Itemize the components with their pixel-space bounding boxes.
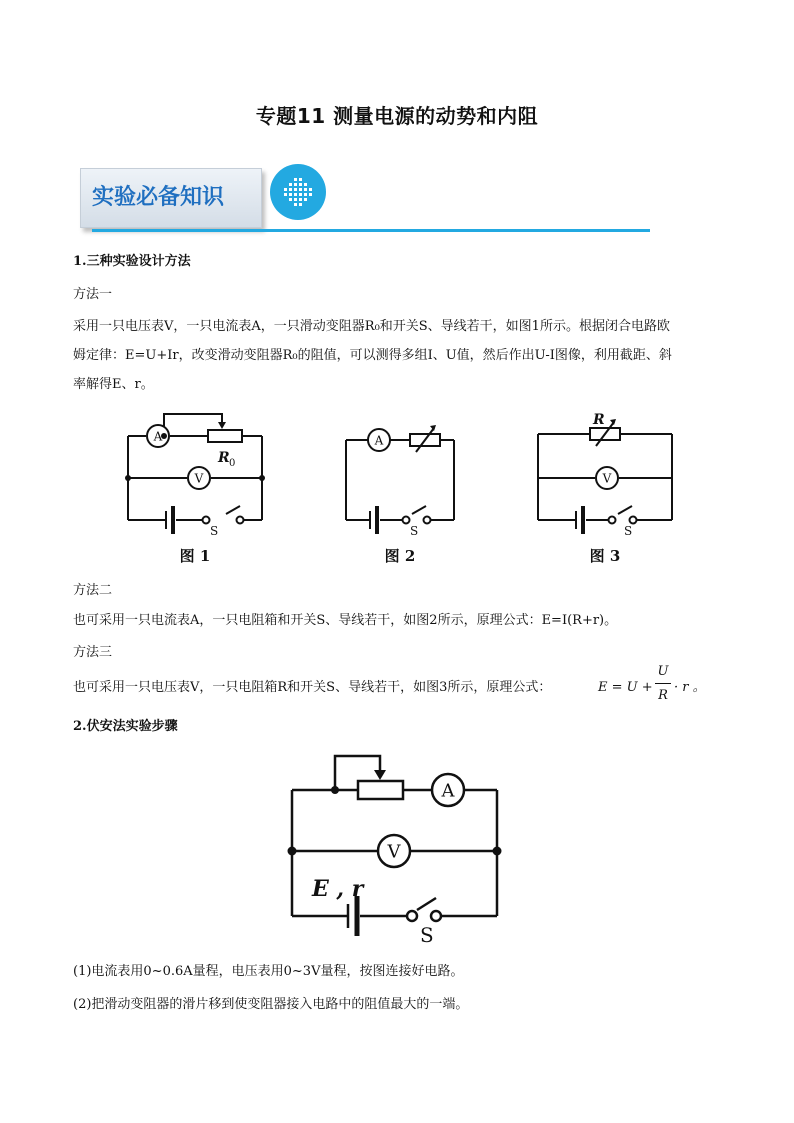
section-heading-methods: 1.三种实验设计方法 — [73, 254, 191, 269]
fig1-switch-label: S — [210, 524, 219, 538]
method3-fraction-bar — [655, 683, 671, 684]
page-title: 专题11 测量电源的动势和内阻 — [255, 104, 539, 128]
section-heading-steps: 2.伏安法实验步骤 — [73, 719, 178, 734]
fig3-voltmeter-label: V — [602, 471, 612, 486]
method3-formula-denominator: R — [658, 688, 668, 703]
method1-text-line1: 采用一只电压表V，一只电流表A，一只滑动变阻器R₀和开关S、导线若干，如图1所示。根据闭合电路欧 — [73, 319, 670, 334]
fig1-rheostat-subscript: 0 — [229, 458, 236, 469]
fig4-switch-label: S — [420, 923, 434, 947]
fig3-caption: 图 3 — [589, 547, 621, 565]
method3-text: 也可采用一只电压表V，一只电阻箱R和开关S、导线若干，如图3所示，原理公式： — [73, 680, 552, 695]
method1-text-line3: 率解得E、r。 — [73, 377, 154, 392]
dotted-grid-icon-graphic — [270, 164, 326, 220]
section-banner-label: 实验必备知识 — [92, 185, 225, 210]
dotted-grid-icon — [270, 164, 326, 220]
fig2-caption: 图 2 — [384, 547, 416, 565]
method2-label: 方法二 — [73, 583, 113, 598]
method1-label: 方法一 — [73, 287, 113, 302]
method3-formula-right: · r 。 — [674, 680, 706, 695]
step-1: (1)电流表用0~0.6A量程，电压表用0~3V量程，按图连接好电路。 — [73, 964, 464, 979]
method3-label: 方法三 — [73, 645, 113, 660]
fig1-voltmeter-label: V — [194, 471, 204, 486]
step-2: (2)把滑动变阻器的滑片移到使变阻器接入电路中的阻值最大的一端。 — [73, 997, 469, 1012]
fig1-caption: 图 1 — [179, 547, 211, 565]
fig3-switch-label: S — [624, 524, 633, 538]
fig4-voltmeter-label: V — [387, 841, 401, 863]
fig4-source-label: E , r — [312, 876, 364, 902]
circuit-figure-voltammetry — [280, 748, 520, 948]
fig1-ammeter-label: A — [153, 429, 163, 444]
fig1-rheostat-label: R — [218, 450, 230, 466]
method2-text: 也可采用一只电流表A，一只电阻箱和开关S、导线若干，如图2所示，原理公式：E=I(R+r)。 — [73, 613, 618, 628]
method3-formula-left: E = U + — [598, 680, 653, 695]
circuit-figure-2 — [330, 408, 470, 568]
fig2-ammeter-label: A — [374, 433, 384, 448]
section-divider — [92, 229, 650, 232]
fig3-resistor-label: R — [593, 412, 605, 428]
circuit-figure-3 — [520, 408, 690, 568]
fig2-switch-label: S — [410, 524, 419, 538]
method3-formula-numerator: U — [657, 664, 669, 679]
circuit-figure-1 — [110, 408, 280, 568]
fig4-ammeter-label: A — [441, 780, 455, 802]
method1-text-line2: 姆定律：E=U+Ir，改变滑动变阻器R₀的阻值，可以测得多组I、U值，然后作出U-I图像，利用截距、斜 — [73, 348, 672, 363]
